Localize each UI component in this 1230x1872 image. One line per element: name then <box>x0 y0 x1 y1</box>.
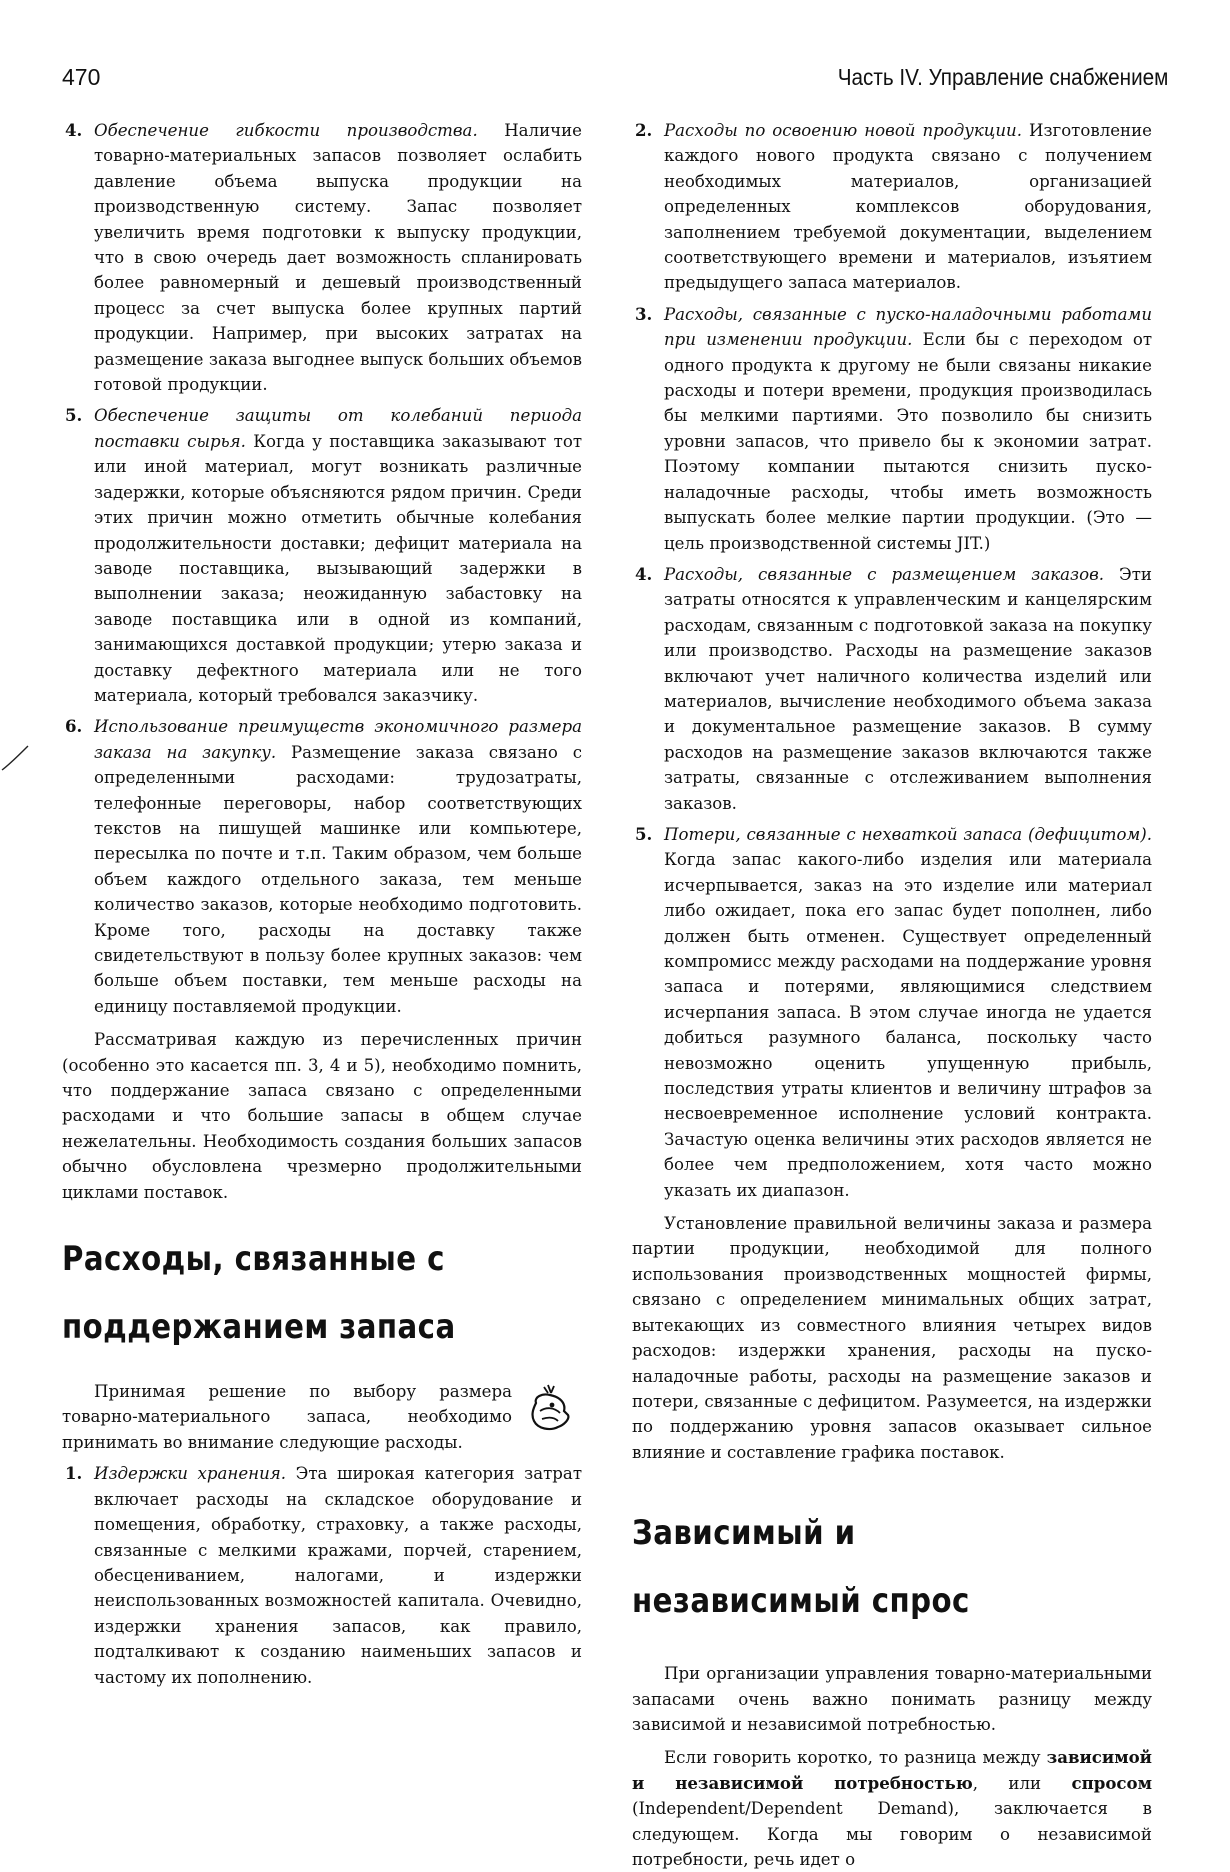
list-item <box>632 118 1152 296</box>
list-item <box>632 562 1152 816</box>
list-item-number: 5. <box>65 405 83 426</box>
list-item-text: Размещение заказа связано с определенными расходами: трудозатраты, телефонные переговоры, набор соответствующих текстов на пишущей машинке или компьютере, пересылка по почте и т.п. Таким образом, чем больше объем каждого отдельного заказа, тем меньше количество заказов, которые необходимо подготовить. Кроме того, расходы на доставку также свидетельствуют в пользу более крупных заказов: чем больше объем поставки, тем меньше расходы на единицу поставляемой продукции. <box>94 742 582 1016</box>
list-item-text: Изготовление каждого нового продукта связано с получением необходимых материалов, организацией определенных комплексов оборудования, заполнением требуемой документации, выделением соответствующего времени и материалов, изъятием предыдущего запаса материалов. <box>664 121 1152 293</box>
list-item-text: Наличие товарно-материальных запасов позволяет ослабить давление объема выпуска продукции на производственную систему. Запас позволяет увеличить время подготовки к выпуску продукции, что в свою очередь дает возможность спланировать более равномерный и дешевый производственный процесс за счет выпуска более крупных партий продукции. Например, при высоких затратах на размещение заказа выгоднее выпуск больших объемов готовой продукции. <box>94 121 583 395</box>
section-heading: Расходы, связанные с поддержанием запаса <box>62 1239 456 1348</box>
list-item-text: Если бы с переходом от одного продукта к другому не были связаны никакие расходы и потери времени, продукция производилась бы мелкими партиями. Это позволило бы снизить уровни запасов, что привело бы к экономии затрат. Поэтому компании пытаются снизить пуско-наладочные расходы, чтобы иметь возможность выпускать более мелкие партии продукции. (Это — цель производственной системы JIT.) <box>664 330 1152 553</box>
list-item-lead: Потери, связанные с нехваткой запаса (дефицитом). <box>664 824 1152 844</box>
running-head <box>62 64 1168 96</box>
list-item-number: 4. <box>65 120 83 140</box>
list-item-lead: Использование преимуществ экономичного размера заказа на закупку. <box>94 717 582 762</box>
section-heading: Зависимый и независимый спрос <box>632 1513 970 1622</box>
costs-list-continued <box>632 118 1152 1203</box>
list-item-text: Когда у поставщика заказывают тот или иной материал, могут возникать различные задержки, которые объясняются рядом причин. Среди этих причин можно отметить обычные колебания продолжительности доставки; дефицит материала на заводе поставщика, вызывающий задержки в выполнении заказа; неожиданную забастовку на заводе поставщика или в одной из компаний, занимающихся доставкой продукции; утерю заказа и доставку дефектного материала или не того материала, который требовался заказчику. <box>94 431 582 705</box>
body-paragraph: При организации управления товарно-материальными запасами очень важно понимать разницу между зависимой и независимой потребностью. <box>632 1664 1152 1734</box>
paragraph-text: , или <box>972 1773 1072 1793</box>
body-paragraph <box>632 1745 1152 1872</box>
paragraph-text: Если говорить коротко, то разница между <box>664 1748 1047 1768</box>
list-item <box>62 1461 582 1690</box>
hand-pointer-icon <box>524 1381 576 1435</box>
section-intro-text: Принимая решение по выбору размера товарно-материального запаса, необходимо принимать во внимание следующие расходы. <box>62 1382 512 1452</box>
term-bold: зависимой и независимой потребностью <box>632 1747 1152 1793</box>
list-item-lead: Расходы по освоению новой продукции. <box>664 121 1023 140</box>
list-item-number: 5. <box>635 823 653 844</box>
list-item-lead: Издержки хранения. <box>94 1464 287 1484</box>
list-item-text: Эти затраты относятся к управленческим и канцелярским расходам, связанным с подготовкой заказа на покупку или производство. Расходы на размещение заказов включают учет наличного количества изделий или материалов, вычисление необходимого объема заказа и документальное размещение заказов. В сумму расходов на размещение заказов включаются также затраты, связанные с отслеживанием выполнения заказов. <box>664 564 1152 813</box>
margin-mark-icon <box>0 742 30 772</box>
list-item <box>62 714 582 1019</box>
list-item <box>62 118 582 397</box>
left-column <box>62 118 582 1696</box>
paragraph-text: (Independent/Dependent Demand), заключается в следующем. Когда мы говорим о независимой потребности, речь идет о <box>632 1799 1152 1869</box>
list-item-number: 4. <box>635 563 653 584</box>
list-item-text: Когда запас какого-либо изделия или материала исчерпывается, заказ на это изделие или материал либо ожидает, пока его запас будет пополнен, либо должен быть отменен. Существует определенный компромисс между расходами на поддержание уровня запаса и потерями, являющимися следствием исчерпания запаса. В этом случае иногда не удается добиться разумного баланса, поскольку часто невозможно оценить упущенную прибыль, последствия утраты клиентов и величину штрафов за несвоевременное исполнение условий контракта. Зачастую оценка величины этих расходов является не более чем предположением, хотя часто можно указать их диапазон. <box>664 850 1152 1200</box>
summary-paragraph: Установление правильной величины заказа и размера партии продукции, необходимой для полного использования производственных мощностей фирмы, связано с определением минимальных общих затрат, вытекающих из совместного влияния четырех видов расходов: издержки хранения, расходы на пуско-наладочные работы, расходы на размещение заказов и потери, связанные с дефицитом. Разумеется, на издержки по поддержанию уровня запасов оказывает сильное влияние и составление графика поставок. <box>632 1214 1152 1462</box>
chapter-title: Часть IV. Управление снабжением <box>837 64 1168 90</box>
list-item <box>632 822 1152 1203</box>
section-intro <box>62 1379 582 1455</box>
list-item-lead: Обеспечение гибкости производства. <box>94 121 478 140</box>
right-column <box>632 118 1152 1872</box>
list-item-text: Эта широкая категория затрат включает расходы на складское оборудование и помещения, обработку, страховку, а также расходы, связанные с мелкими кражами, порчей, старением, обесцениванием, налогами, и издержки неиспользованных возможностей капитала. Очевидно, издержки хранения запасов, как правило, подталкивают к созданию наименьших запасов и частому их пополнению. <box>94 1464 583 1687</box>
costs-list <box>62 1461 582 1690</box>
list-item-lead: Расходы, связанные с размещением заказов. <box>664 564 1105 584</box>
reasons-list <box>62 118 582 1019</box>
list-item-number: 6. <box>65 716 83 737</box>
list-item <box>62 403 582 708</box>
page-number: 470 <box>62 64 101 90</box>
list-item-number: 1. <box>65 1463 83 1484</box>
list-item-lead: Расходы, связанные с пуско-наладочными работами при изменении продукции. <box>664 304 1152 350</box>
term-bold: спросом <box>1071 1772 1152 1793</box>
list-item-number: 3. <box>635 303 653 324</box>
list-item <box>632 302 1152 556</box>
summary-paragraph: Рассматривая каждую из перечисленных причин (особенно это касается пп. 3, 4 и 5), необходимо помнить, что поддержание запаса связано с определенными расходами и что большие запасы в общем случае нежелательны. Необходимость создания больших запасов обычно обусловлена чрезмерно продолжительными циклами поставок. <box>62 1030 582 1202</box>
list-item-lead: Обеспечение защиты от колебаний периода поставки сырья. <box>94 406 582 451</box>
list-item-number: 2. <box>635 120 653 140</box>
